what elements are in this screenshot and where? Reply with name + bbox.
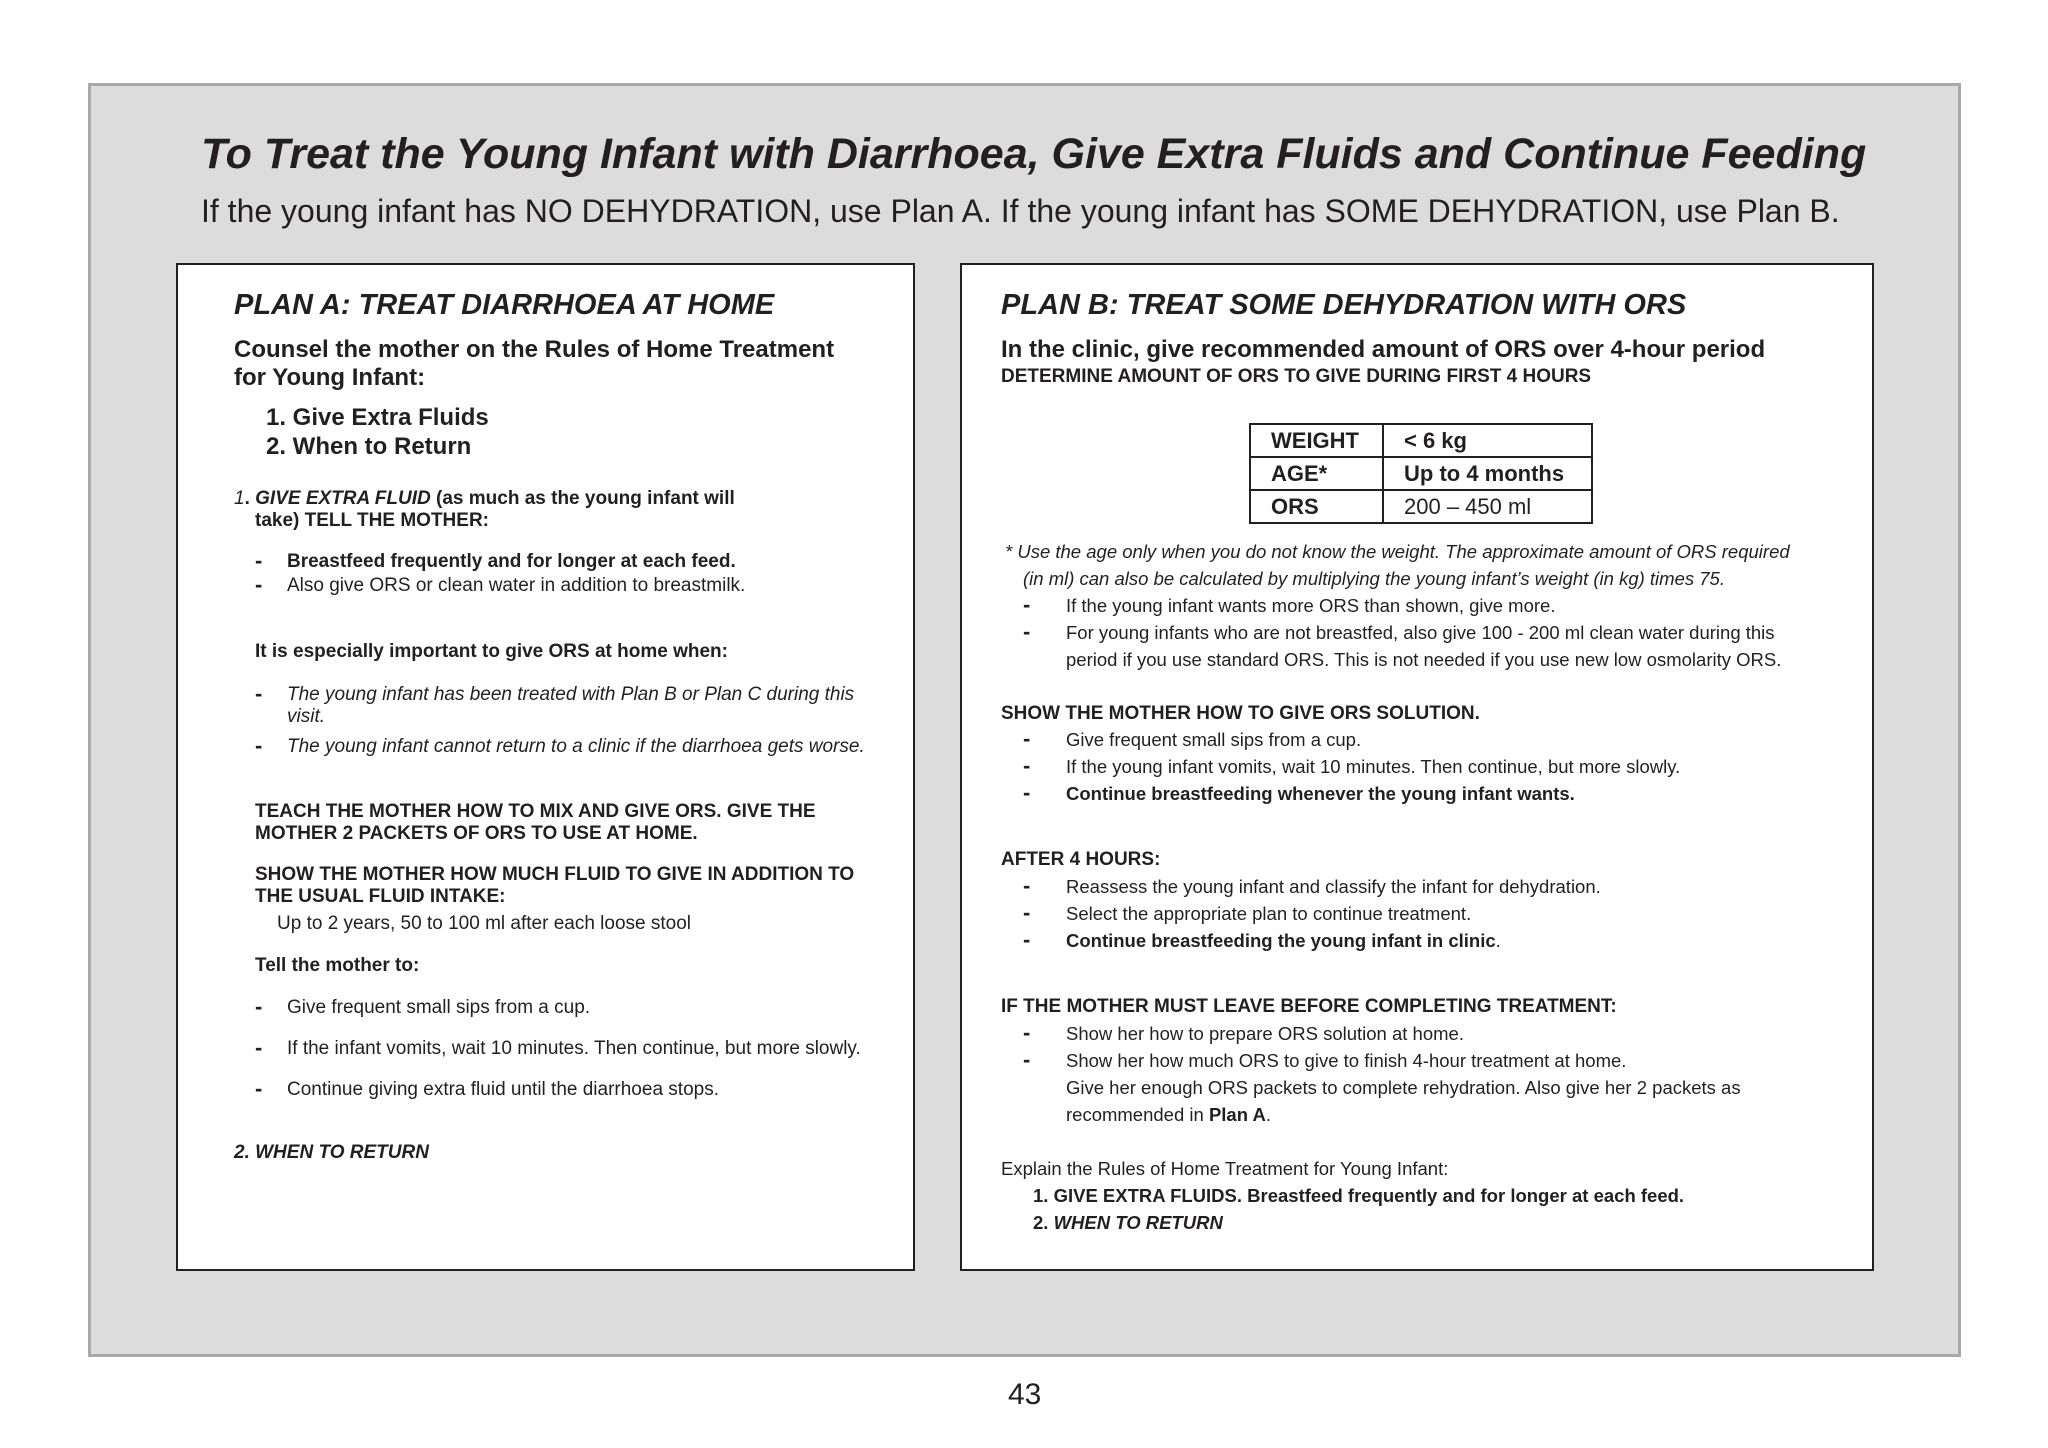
plan-b-show-2: If the young infant vomits, wait 10 minutes. Then continue, but more slowly. xyxy=(1066,756,1681,777)
weight-value: < 6 kg xyxy=(1383,424,1592,457)
bullet-dash: - xyxy=(1023,1047,1031,1072)
plan-a-teach-line-1: TEACH THE MOTHER HOW TO MIX AND GIVE ORS. GIVE THE xyxy=(255,801,816,822)
plan-b-leave-3-line-2 xyxy=(1066,1101,1271,1128)
explain-2-number: 2. xyxy=(1033,1212,1054,1233)
bullet-dash: - xyxy=(1023,900,1031,925)
ors-amount-table xyxy=(1249,423,1593,524)
plan-b-more-2-line-1: For young infants who are not breastfed, also give 100 - 200 ml clean water during this xyxy=(1066,622,1775,643)
plan-b-more-1: If the young infant wants more ORS than shown, give more. xyxy=(1066,595,1556,616)
plan-b-show-3: Continue breastfeeding whenever the young infant wants. xyxy=(1066,783,1575,804)
plan-b-note-line-2: (in ml) can also be calculated by multiplying the young infant’s weight (in kg) times 75. xyxy=(1023,568,1725,589)
bullet-dash: - xyxy=(255,681,263,706)
bullet-dash: - xyxy=(255,548,263,573)
plan-a-tell-3: Continue giving extra fluid until the diarrhoea stops. xyxy=(287,1079,719,1100)
section-title: GIVE EXTRA FLUID xyxy=(255,488,431,509)
plan-b-after-3 xyxy=(1066,927,1501,954)
plan-a-show-line-1: SHOW THE MOTHER HOW MUCH FLUID TO GIVE IN ADDITION TO xyxy=(255,864,855,885)
age-value: Up to 4 months xyxy=(1383,457,1592,490)
plan-a-when-to-return: 2. WHEN TO RETURN xyxy=(234,1142,429,1163)
plan-a-section-1-subtitle: take) TELL THE MOTHER: xyxy=(255,510,489,531)
plan-a-when-1-line-2: visit. xyxy=(287,706,325,727)
plan-b-heading: PLAN B: TREAT SOME DEHYDRATION WITH ORS xyxy=(1001,289,1687,321)
plan-a-when-1-line-1: The young infant has been treated with Plan B or Plan C during this xyxy=(287,684,855,705)
bullet-dash: - xyxy=(255,1035,263,1060)
leave-3-end: . xyxy=(1265,1104,1271,1125)
plan-a-rule-2: 2. When to Return xyxy=(266,433,472,460)
plan-b-determine: DETERMINE AMOUNT OF ORS TO GIVE DURING FIRST 4 HOURS xyxy=(1001,366,1592,387)
bullet-dash: - xyxy=(1023,873,1031,898)
plan-b-after-1: Reassess the young infant and classify the infant for dehydration. xyxy=(1066,876,1601,897)
ors-label: ORS xyxy=(1250,490,1383,523)
bullet-dash: - xyxy=(255,572,263,597)
plan-a-section-1-title: 1. GIVE EXTRA FLUID (as much as the young infant will xyxy=(234,488,735,509)
bullet-dash: - xyxy=(1023,780,1031,805)
bullet-dash: - xyxy=(1023,1020,1031,1045)
plan-b-leave-2: Show her how much ORS to give to finish 4-hour treatment at home. xyxy=(1066,1050,1627,1071)
plan-a-heading: PLAN A: TREAT DIARRHOEA AT HOME xyxy=(234,289,775,321)
table-row xyxy=(1250,490,1592,523)
plan-b-after-heading: AFTER 4 HOURS: xyxy=(1001,849,1161,870)
plan-a-counsel-line-1: Counsel the mother on the Rules of Home Treatment xyxy=(234,336,835,363)
after-3-text: Continue breastfeeding the young infant in clinic xyxy=(1066,930,1496,951)
plan-a-tell-1: Give frequent small sips from a cup. xyxy=(287,997,591,1018)
plan-b-leave-3-line-1: Give her enough ORS packets to complete rehydration. Also give her 2 packets as xyxy=(1066,1077,1741,1098)
plan-a-tell-2: If the infant vomits, wait 10 minutes. Then continue, but more slowly. xyxy=(287,1038,861,1059)
section-title-rest: (as much as the young infant will xyxy=(430,488,735,509)
plan-a-important: It is especially important to give ORS at home when: xyxy=(255,641,728,662)
plan-b-explain-2 xyxy=(1033,1209,1223,1236)
bullet-dash: - xyxy=(1023,619,1031,644)
plan-b-clinic: In the clinic, give recommended amount of ORS over 4-hour period xyxy=(1001,336,1766,363)
plan-b-show-heading: SHOW THE MOTHER HOW TO GIVE ORS SOLUTION. xyxy=(1001,703,1480,724)
plan-a-amount: Up to 2 years, 50 to 100 ml after each loose stool xyxy=(277,913,692,934)
bullet-dash: - xyxy=(255,1076,263,1101)
page-title: To Treat the Young Infant with Diarrhoea, Give Extra Fluids and Continue Feeding xyxy=(201,130,1867,178)
plan-a-bullet-breastfeed: Breastfeed frequently and for longer at each feed. xyxy=(287,551,736,572)
plan-b-show-1: Give frequent small sips from a cup. xyxy=(1066,729,1362,750)
plan-b-after-2: Select the appropriate plan to continue treatment. xyxy=(1066,903,1472,924)
page-subtitle: If the young infant has NO DEHYDRATION, use Plan A. If the young infant has SOME DEHYDRATION, use Plan B. xyxy=(201,193,1840,229)
bullet-dash: - xyxy=(1023,927,1031,952)
plan-a-counsel-line-2: for Young Infant: xyxy=(234,364,426,391)
plan-a-rule-1: 1. Give Extra Fluids xyxy=(266,404,489,431)
plan-b-leave-1: Show her how to prepare ORS solution at home. xyxy=(1066,1023,1464,1044)
section-number: 1 xyxy=(234,488,245,509)
bullet-dash: - xyxy=(255,733,263,758)
plan-a-bullet-ors: Also give ORS or clean water in addition to breastmilk. xyxy=(287,575,746,596)
leave-3-text: recommended in xyxy=(1066,1104,1209,1125)
bullet-dash: - xyxy=(1023,592,1031,617)
plan-a-tell-heading: Tell the mother to: xyxy=(255,955,420,976)
leave-3-plan-a: Plan A xyxy=(1208,1104,1266,1125)
plan-b-leave-heading: IF THE MOTHER MUST LEAVE BEFORE COMPLETING TREATMENT: xyxy=(1001,996,1617,1017)
plan-b-explain-1: 1. GIVE EXTRA FLUIDS. Breastfeed frequently and for longer at each feed. xyxy=(1033,1185,1685,1206)
plan-b-more-2-line-2: period if you use standard ORS. This is not needed if you use new low osmolarity ORS. xyxy=(1066,649,1782,670)
bullet-dash: - xyxy=(1023,726,1031,751)
table-row xyxy=(1250,424,1592,457)
plan-a-teach-line-2: MOTHER 2 PACKETS OF ORS TO USE AT HOME. xyxy=(255,823,698,844)
bullet-dash: - xyxy=(255,994,263,1019)
plan-a-show-line-2: THE USUAL FLUID INTAKE: xyxy=(255,886,506,907)
after-3-end: . xyxy=(1495,930,1501,951)
weight-label: WEIGHT xyxy=(1250,424,1383,457)
plan-b-note-line-1: * Use the age only when you do not know the weight. The approximate amount of ORS required xyxy=(1005,541,1790,562)
table-row xyxy=(1250,457,1592,490)
page-number: 43 xyxy=(1008,1378,1042,1411)
plan-b-explain: Explain the Rules of Home Treatment for Young Infant: xyxy=(1001,1158,1449,1179)
plan-a-when-2: The young infant cannot return to a clinic if the diarrhoea gets worse. xyxy=(287,736,865,757)
ors-value: 200 – 450 ml xyxy=(1383,490,1592,523)
bullet-dash: - xyxy=(1023,753,1031,778)
age-label: AGE* xyxy=(1250,457,1383,490)
explain-2-text: WHEN TO RETURN xyxy=(1053,1212,1223,1233)
